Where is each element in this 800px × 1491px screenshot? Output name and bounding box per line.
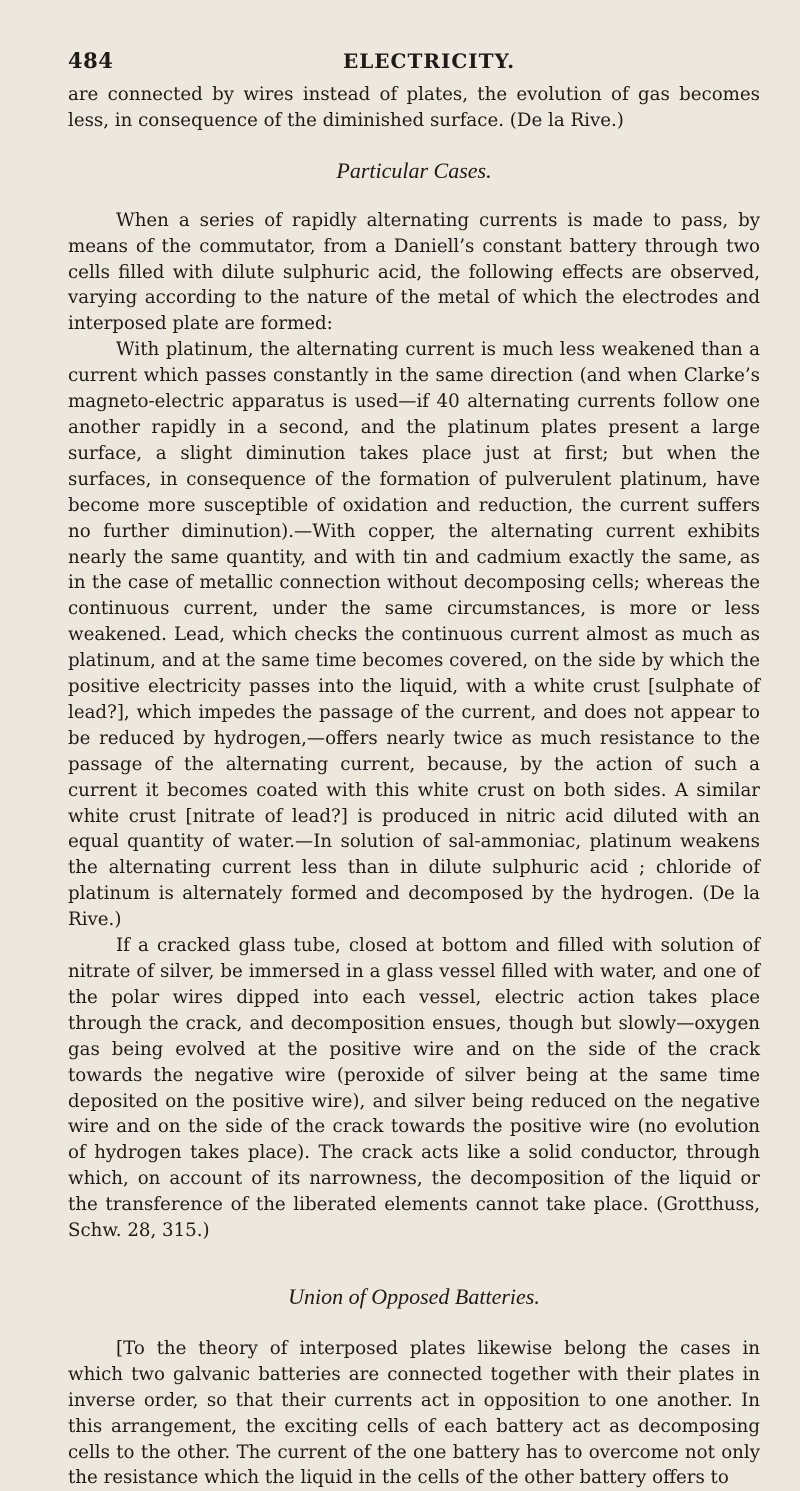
paragraph-cracked-glass-tube: If a cracked glass tube, closed at bottom and filled with solution of nitrate of silver, be immersed in a glass vessel filled with water, and one of the polar wires dipped into each vessel, electric action takes place through the crack, and decomposition ensues, though but slowly—oxygen gas being evolved at the positive wire and on the side of the crack towards the negative wire (peroxide of silver being at the same time deposited on the positive wire), and silver being reduced on the negative wire and on the side of the crack towards the positive wire (no evolution of hydrogen takes place). The crack acts like a solid conductor, through which, on account of its narrowness, the decomposition of the liquid or the transference of the liberated elements cannot take place. (Grotthuss, Schw. 28, 315.) [68, 935, 760, 1242]
opening-paragraph: are connected by wires instead of plates, the evolution of gas becomes less, in consequence of the diminished surface. (De la Rive.) [68, 84, 760, 131]
section-heading-union-of-opposed-batteries: Union of Opposed Batteries. [288, 1283, 540, 1309]
running-head: ELECTRICITY. [343, 49, 516, 73]
paragraph-platinum: With platinum, the alternating current is much less weakened than a current which passes constantly in the same direction (and when Clarke’s magneto-electric apparatus is used—if 40 alternating currents follow one another rapidly in a second, and the platinum plates present a large surface, a slight diminution takes place just at first; but when the surfaces, in consequence of the formation of pulverulent platinum, have become more susceptible of oxidation and reduction, the current suffers no further diminution).—With copper, the alternating current exhibits nearly the same quantity, and with tin and cadmium exactly the same, as in the case of metallic connection without decomposing cells; whereas the continuous current, under the same circumstances, is more or less weakened. Lead, which checks the continuous current almost as much as platinum, and at the same time becomes covered, on the side by which the positive electricity passes into the liquid, with a white crust [sulphate of lead?], which impedes the passage of the current, and does not appear to be reduced by hydrogen,—offers nearly twice as much resistance to the passage of the alternating current, because, by the action of such a current it becomes coated with this white crust on both sides. A similar white crust [nitrate of lead?] is produced in nitric acid diluted with an equal quantity of water.—In solution of sal-ammoniac, platinum weakens the alternating current less than in dilute sulphuric acid ; chloride of platinum is alternately formed and decomposed by the hydrogen. (De la Rive.) [68, 339, 760, 931]
paragraph-alternating-currents: When a series of rapidly alternating currents is made to pass, by means of the commutator, from a Daniell’s constant battery through two cells filled with dilute sulphuric acid, the following effects are observed, varying according to the nature of the metal of which the electrodes and interposed plate are formed: [68, 209, 760, 335]
section-heading-particular-cases: Particular Cases. [336, 157, 492, 183]
page-number: 484 [68, 48, 114, 73]
page-body [68, 82, 760, 1491]
page-header [68, 48, 740, 78]
paragraph-interposed-plates-theory: [To the theory of interposed plates likewise belong the cases in which two galvanic batteries are connected together with their plates in inverse order, so that their currents act in opposition to one another. In this arrangement, the exciting cells of each battery act as decomposing cells to the other. The current of the one battery has to overcome not only the resistance which the liquid in the cells of the other battery offers to [68, 1337, 760, 1489]
